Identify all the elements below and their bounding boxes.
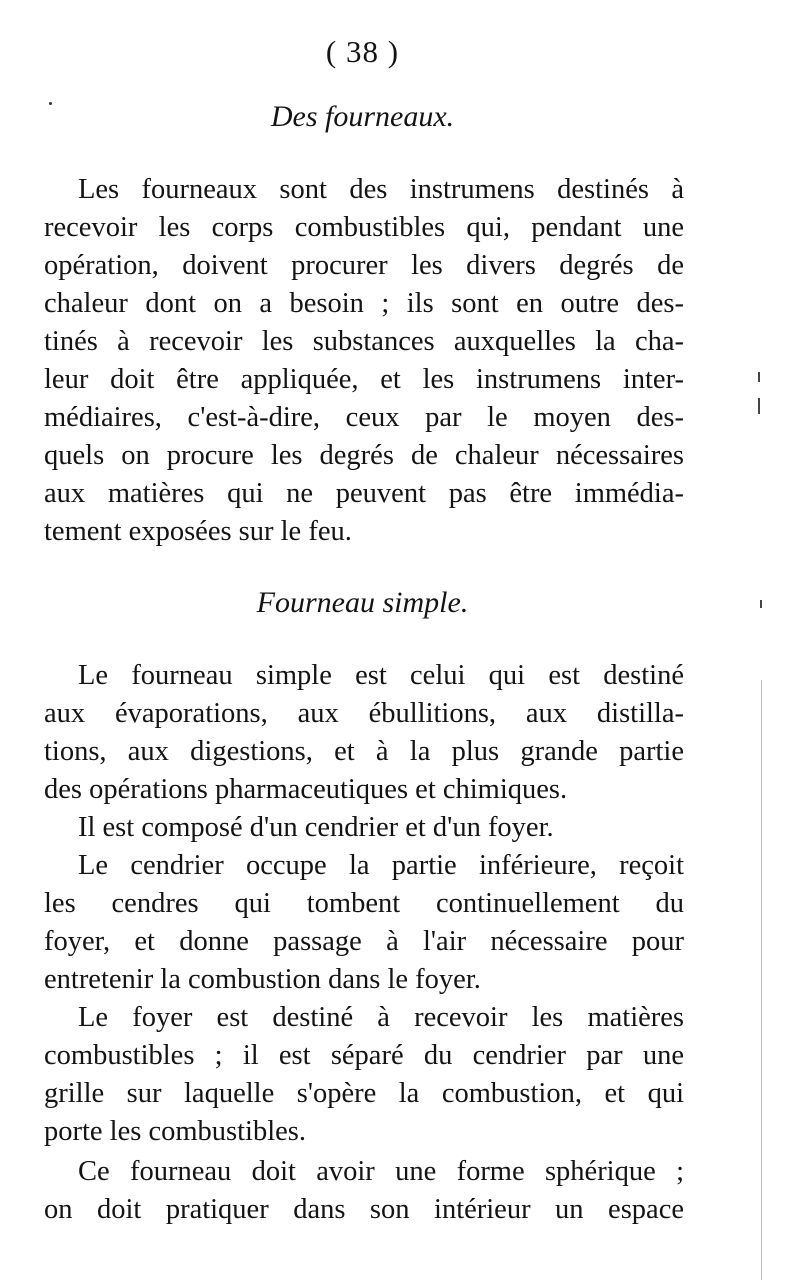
section-heading-fourneau-simple: Fourneau simple. (256, 586, 469, 619)
text-line: combustibles ; il est séparé du cendrier par une (44, 1040, 684, 1071)
text-line: Le fourneau simple est celui qui est destiné (78, 660, 684, 691)
text-line: leur doit être appliquée, et les instrumens inter- (44, 364, 684, 395)
text-line: Le foyer est destiné à recevoir les matières (78, 1002, 684, 1033)
text-line: aux évaporations, aux ébullitions, aux distilla- (44, 698, 684, 729)
text-line: tions, aux digestions, et à la plus grande partie (44, 736, 684, 767)
text-line: tinés à recevoir les substances auxquelles la cha- (44, 326, 684, 357)
text-line: opération, doivent procurer les divers degrés de (44, 250, 684, 281)
text-line: tement exposées sur le feu. (44, 516, 352, 547)
text-line: on doit pratiquer dans son intérieur un espace (44, 1194, 684, 1225)
section-heading-fourneaux: Des fourneaux. (270, 100, 455, 133)
text-line: porte les combustibles. (44, 1116, 306, 1147)
text-line: Il est composé d'un cendrier et d'un foyer. (78, 812, 554, 843)
text-line: aux matières qui ne peuvent pas être immédia- (44, 478, 684, 509)
margin-mark (758, 372, 760, 382)
text-line: entretenir la combustion dans le foyer. (44, 964, 481, 995)
text-line: foyer, et donne passage à l'air nécessaire pour (44, 926, 684, 957)
text-line: les cendres qui tombent continuellement du (44, 888, 684, 919)
text-line: des opérations pharmaceutiques et chimiques. (44, 774, 568, 805)
text-line: médiaires, c'est-à-dire, ceux par le moyen des- (44, 402, 684, 433)
margin-mark (760, 600, 762, 608)
text-line: Ce fourneau doit avoir une forme sphérique ; (78, 1156, 684, 1187)
text-line: quels on procure les degrés de chaleur nécessaires (44, 440, 684, 471)
text-line: chaleur dont on a besoin ; ils sont en outre des- (44, 288, 684, 319)
text-line: Le cendrier occupe la partie inférieure, reçoit (78, 850, 684, 881)
page-number: ( 38 ) (325, 34, 400, 69)
text-line: Les fourneaux sont des instrumens destinés à (78, 174, 684, 205)
page-edge-line (761, 680, 762, 1280)
text-line: grille sur laquelle s'opère la combustion, et qui (44, 1078, 684, 1109)
text-line: recevoir les corps combustibles qui, pendant une (44, 212, 684, 243)
margin-mark (758, 398, 760, 414)
